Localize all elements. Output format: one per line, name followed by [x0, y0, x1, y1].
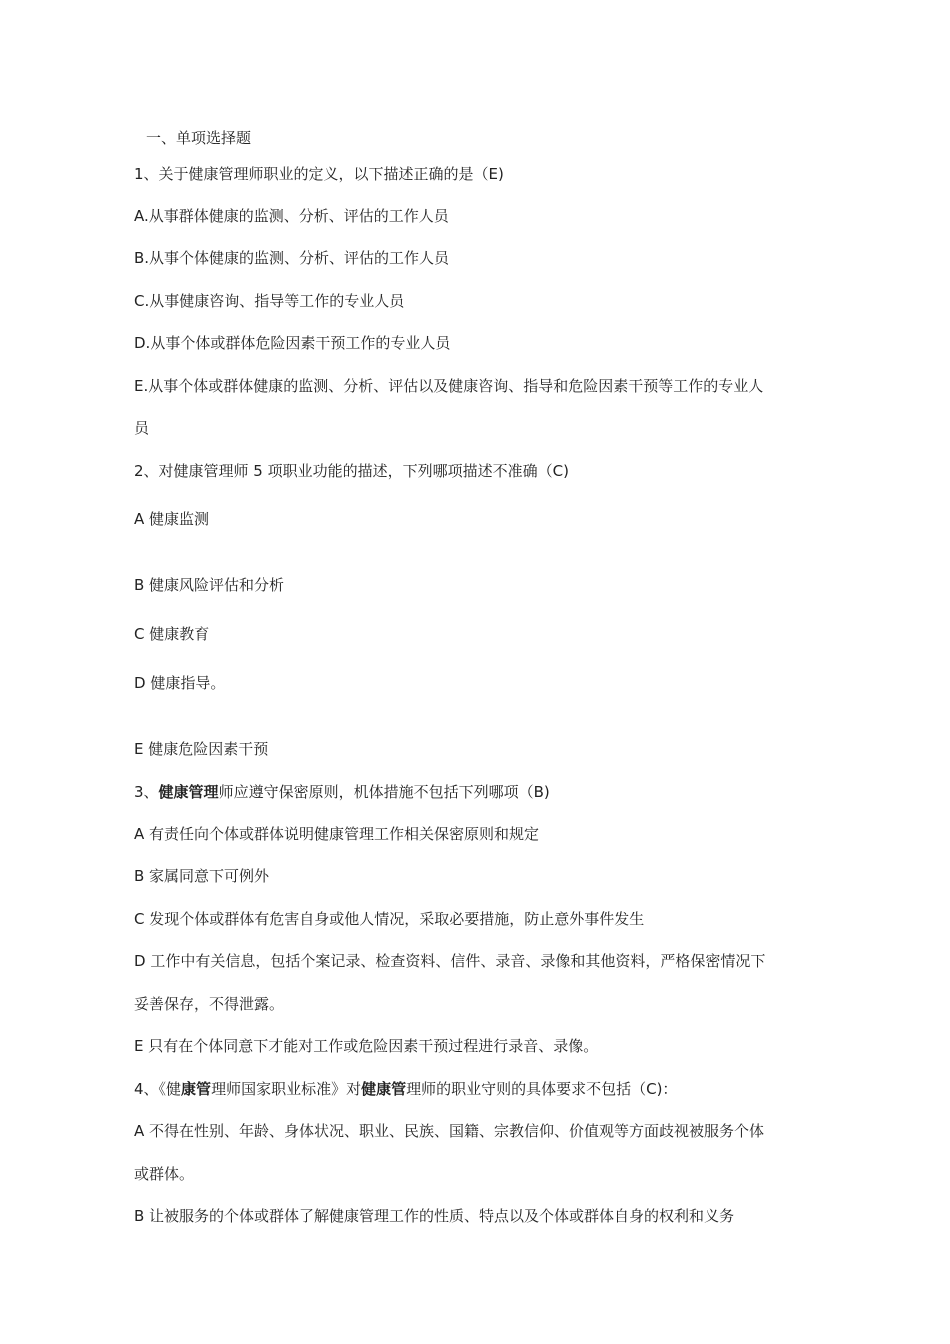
- question-4-stem-part3: 理师的职业守则的具体要求不包括（C)：: [406, 1080, 678, 1098]
- question-3-stem-bold: 健康管理: [158, 783, 219, 801]
- question-1-option-e: E.从事个体或群体健康的监测、分析、评估以及健康咨询、指导和危险因素干预等工作的专业人: [134, 377, 764, 395]
- question-4-stem-part2: 理师国家职业标准》对: [211, 1080, 362, 1098]
- question-2-stem: 2、对健康管理师 5 项职业功能的描述，下列哪项描述不准确（C): [134, 462, 569, 480]
- section-heading: 一、单项选择题: [146, 129, 252, 147]
- question-1-option-a: A.从事群体健康的监测、分析、评估的工作人员: [134, 207, 449, 225]
- question-3-option-a: A 有责任向个体或群体说明健康管理工作相关保密原则和规定: [134, 825, 540, 843]
- question-3-option-c: C 发现个体或群体有危害自身或他人情况，采取必要措施，防止意外事件发生: [134, 910, 645, 928]
- question-2-option-a: A 健康监测: [134, 510, 210, 528]
- question-2-option-d: D 健康指导。: [134, 674, 226, 692]
- question-3-option-d-continuation: 妥善保存，不得泄露。: [134, 995, 285, 1013]
- question-4-stem-bold1: 康管: [181, 1080, 212, 1098]
- question-3-stem-prefix: 3、: [134, 783, 159, 801]
- question-1-option-e-continuation: 员: [134, 419, 150, 437]
- question-3-option-b: B 家属同意下可例外: [134, 867, 270, 885]
- question-2-option-c: C 健康教育: [134, 625, 210, 643]
- question-4-option-b: B 让被服务的个体或群体了解健康管理工作的性质、特点以及个体或群体自身的权利和义务: [134, 1207, 735, 1225]
- question-2-option-b: B 健康风险评估和分析: [134, 576, 285, 594]
- question-3-stem: [134, 782, 550, 802]
- question-3-stem-suffix: 师应遵守保密原则，机体措施不包括下列哪项（B): [218, 783, 550, 801]
- question-1-option-b: B.从事个体健康的监测、分析、评估的工作人员: [134, 249, 450, 267]
- question-1-option-d: D.从事个体或群体危险因素干预工作的专业人员: [134, 334, 451, 352]
- question-2-option-e: E 健康危险因素干预: [134, 740, 269, 758]
- question-1-option-c: C.从事健康咨询、指导等工作的专业人员: [134, 292, 405, 310]
- question-3-option-e: E 只有在个体同意下才能对工作或危险因素干预过程进行录音、录像。: [134, 1037, 599, 1055]
- question-4-stem: [134, 1079, 677, 1099]
- question-3-option-d: D 工作中有关信息，包括个案记录、检查资料、信件、录音、录像和其他资料，严格保密情况下: [134, 952, 766, 970]
- question-4-option-a-continuation: 或群体。: [134, 1165, 195, 1183]
- question-4-stem-part1: 4、《健: [134, 1080, 182, 1098]
- question-1-stem: 1、关于健康管理师职业的定义，以下描述正确的是（E): [134, 165, 504, 183]
- question-4-stem-bold2: 健康管: [361, 1080, 407, 1098]
- question-4-option-a: A 不得在性别、年龄、身体状况、职业、民族、国籍、宗教信仰、价值观等方面歧视被服务个体: [134, 1122, 765, 1140]
